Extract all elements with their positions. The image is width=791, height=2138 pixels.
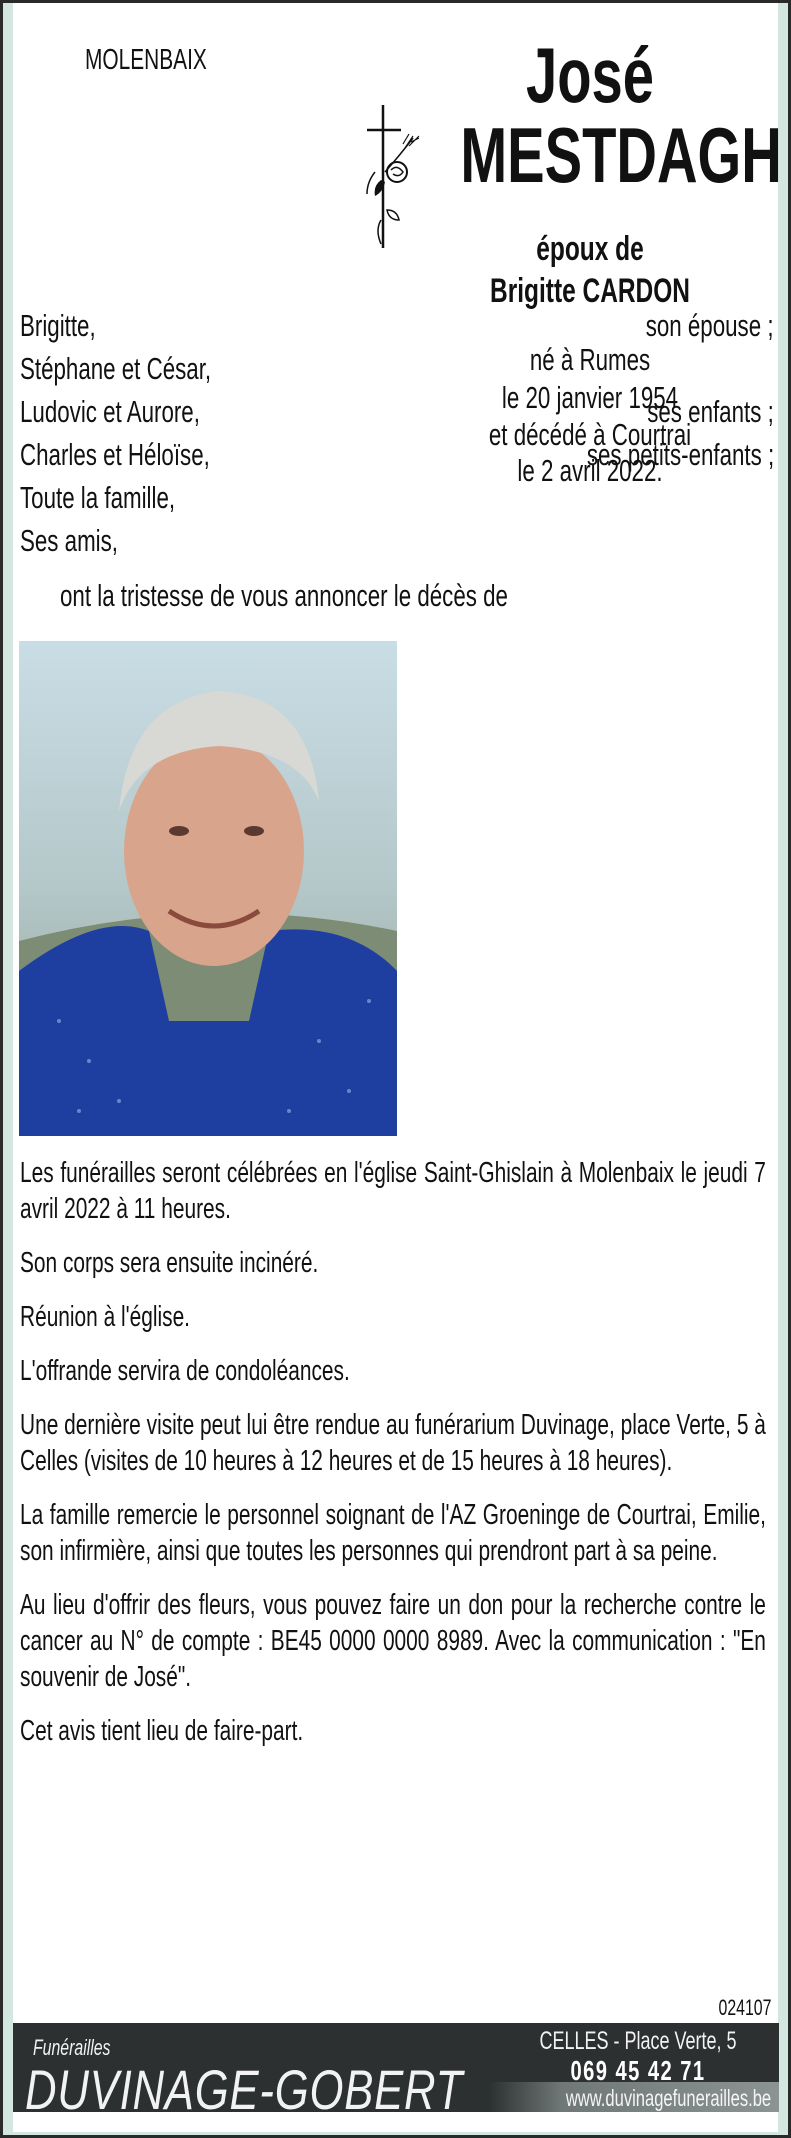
visit-paragraph: Une dernière visite peut lui être rendue au funérarium Duvinage, place Verte, 5 à Celles (visites de 10 heures à 12 heures et de 15 heures à 18 heures). bbox=[20, 1409, 766, 1477]
deceased-first-name: José bbox=[525, 31, 655, 119]
funerailles-label: Funérailles bbox=[33, 2035, 111, 2060]
family-role: ses enfants ; bbox=[647, 394, 774, 429]
spouse-name: Brigitte CARDON bbox=[490, 272, 690, 310]
offering-paragraph: L'offrande servira de condoléances. bbox=[20, 1355, 350, 1387]
funeral-home-banner bbox=[13, 2023, 779, 2121]
funeral-home-website[interactable]: www.duvinagefunerailles.be bbox=[565, 2085, 771, 2111]
death-date: le 2 avril 2022. bbox=[517, 453, 663, 488]
cremation-paragraph: Son corps sera ensuite incinéré. bbox=[20, 1247, 319, 1279]
birth-place: né à Rumes bbox=[529, 342, 651, 377]
spouse-label: époux de bbox=[536, 230, 644, 268]
donation-paragraph: Au lieu d'offrir des fleurs, vous pouvez faire un don pour la recherche contre le cancer au N° de compte : BE45 0000 0000 8989. Avec la communication : "En souvenir de José". bbox=[20, 1589, 766, 1693]
deceased-photo bbox=[19, 641, 397, 1136]
location-heading: MOLENBAIX bbox=[85, 44, 207, 76]
announcement-text: ont la tristesse de vous annoncer le décès de bbox=[60, 578, 508, 613]
funeral-home-phone: 069 45 42 71 bbox=[570, 2055, 706, 2086]
family-name: Ses amis, bbox=[20, 523, 118, 558]
funeral-home-address: CELLES - Place Verte, 5 bbox=[539, 2027, 737, 2055]
closing-paragraph: Cet avis tient lieu de faire-part. bbox=[20, 1715, 304, 1747]
family-name: Charles et Héloïse, bbox=[20, 437, 210, 472]
cross-with-rose-icon bbox=[355, 100, 435, 250]
family-name: Toute la famille, bbox=[20, 480, 176, 515]
reference-number: 024107 bbox=[718, 1995, 771, 2020]
meeting-paragraph: Réunion à l'église. bbox=[20, 1301, 190, 1333]
notice-body bbox=[20, 1155, 766, 1767]
family-role: ses petits-enfants ; bbox=[586, 437, 774, 472]
birth-date: le 20 janvier 1954 bbox=[501, 380, 679, 415]
family-role: son épouse ; bbox=[646, 308, 774, 343]
family-name: Ludovic et Aurore, bbox=[20, 394, 200, 429]
death-place: et décédé à Courtrai bbox=[488, 417, 692, 452]
deceased-last-name: MESTDAGH bbox=[460, 111, 782, 199]
thanks-paragraph: La famille remercie le personnel soignant de l'AZ Groeninge de Courtrai, Emilie, son infirmière, ainsi que toutes les personnes qui prendront part à sa peine. bbox=[20, 1499, 766, 1567]
funeral-paragraph: Les funérailles seront célébrées en l'église Saint-Ghislain à Molenbaix le jeudi 7 avril 2022 à 11 heures. bbox=[20, 1157, 766, 1225]
family-name: Brigitte, bbox=[20, 308, 96, 343]
funeral-home-logo: DUVINAGE-GOBERT bbox=[25, 2058, 464, 2121]
family-name: Stéphane et César, bbox=[20, 351, 212, 386]
